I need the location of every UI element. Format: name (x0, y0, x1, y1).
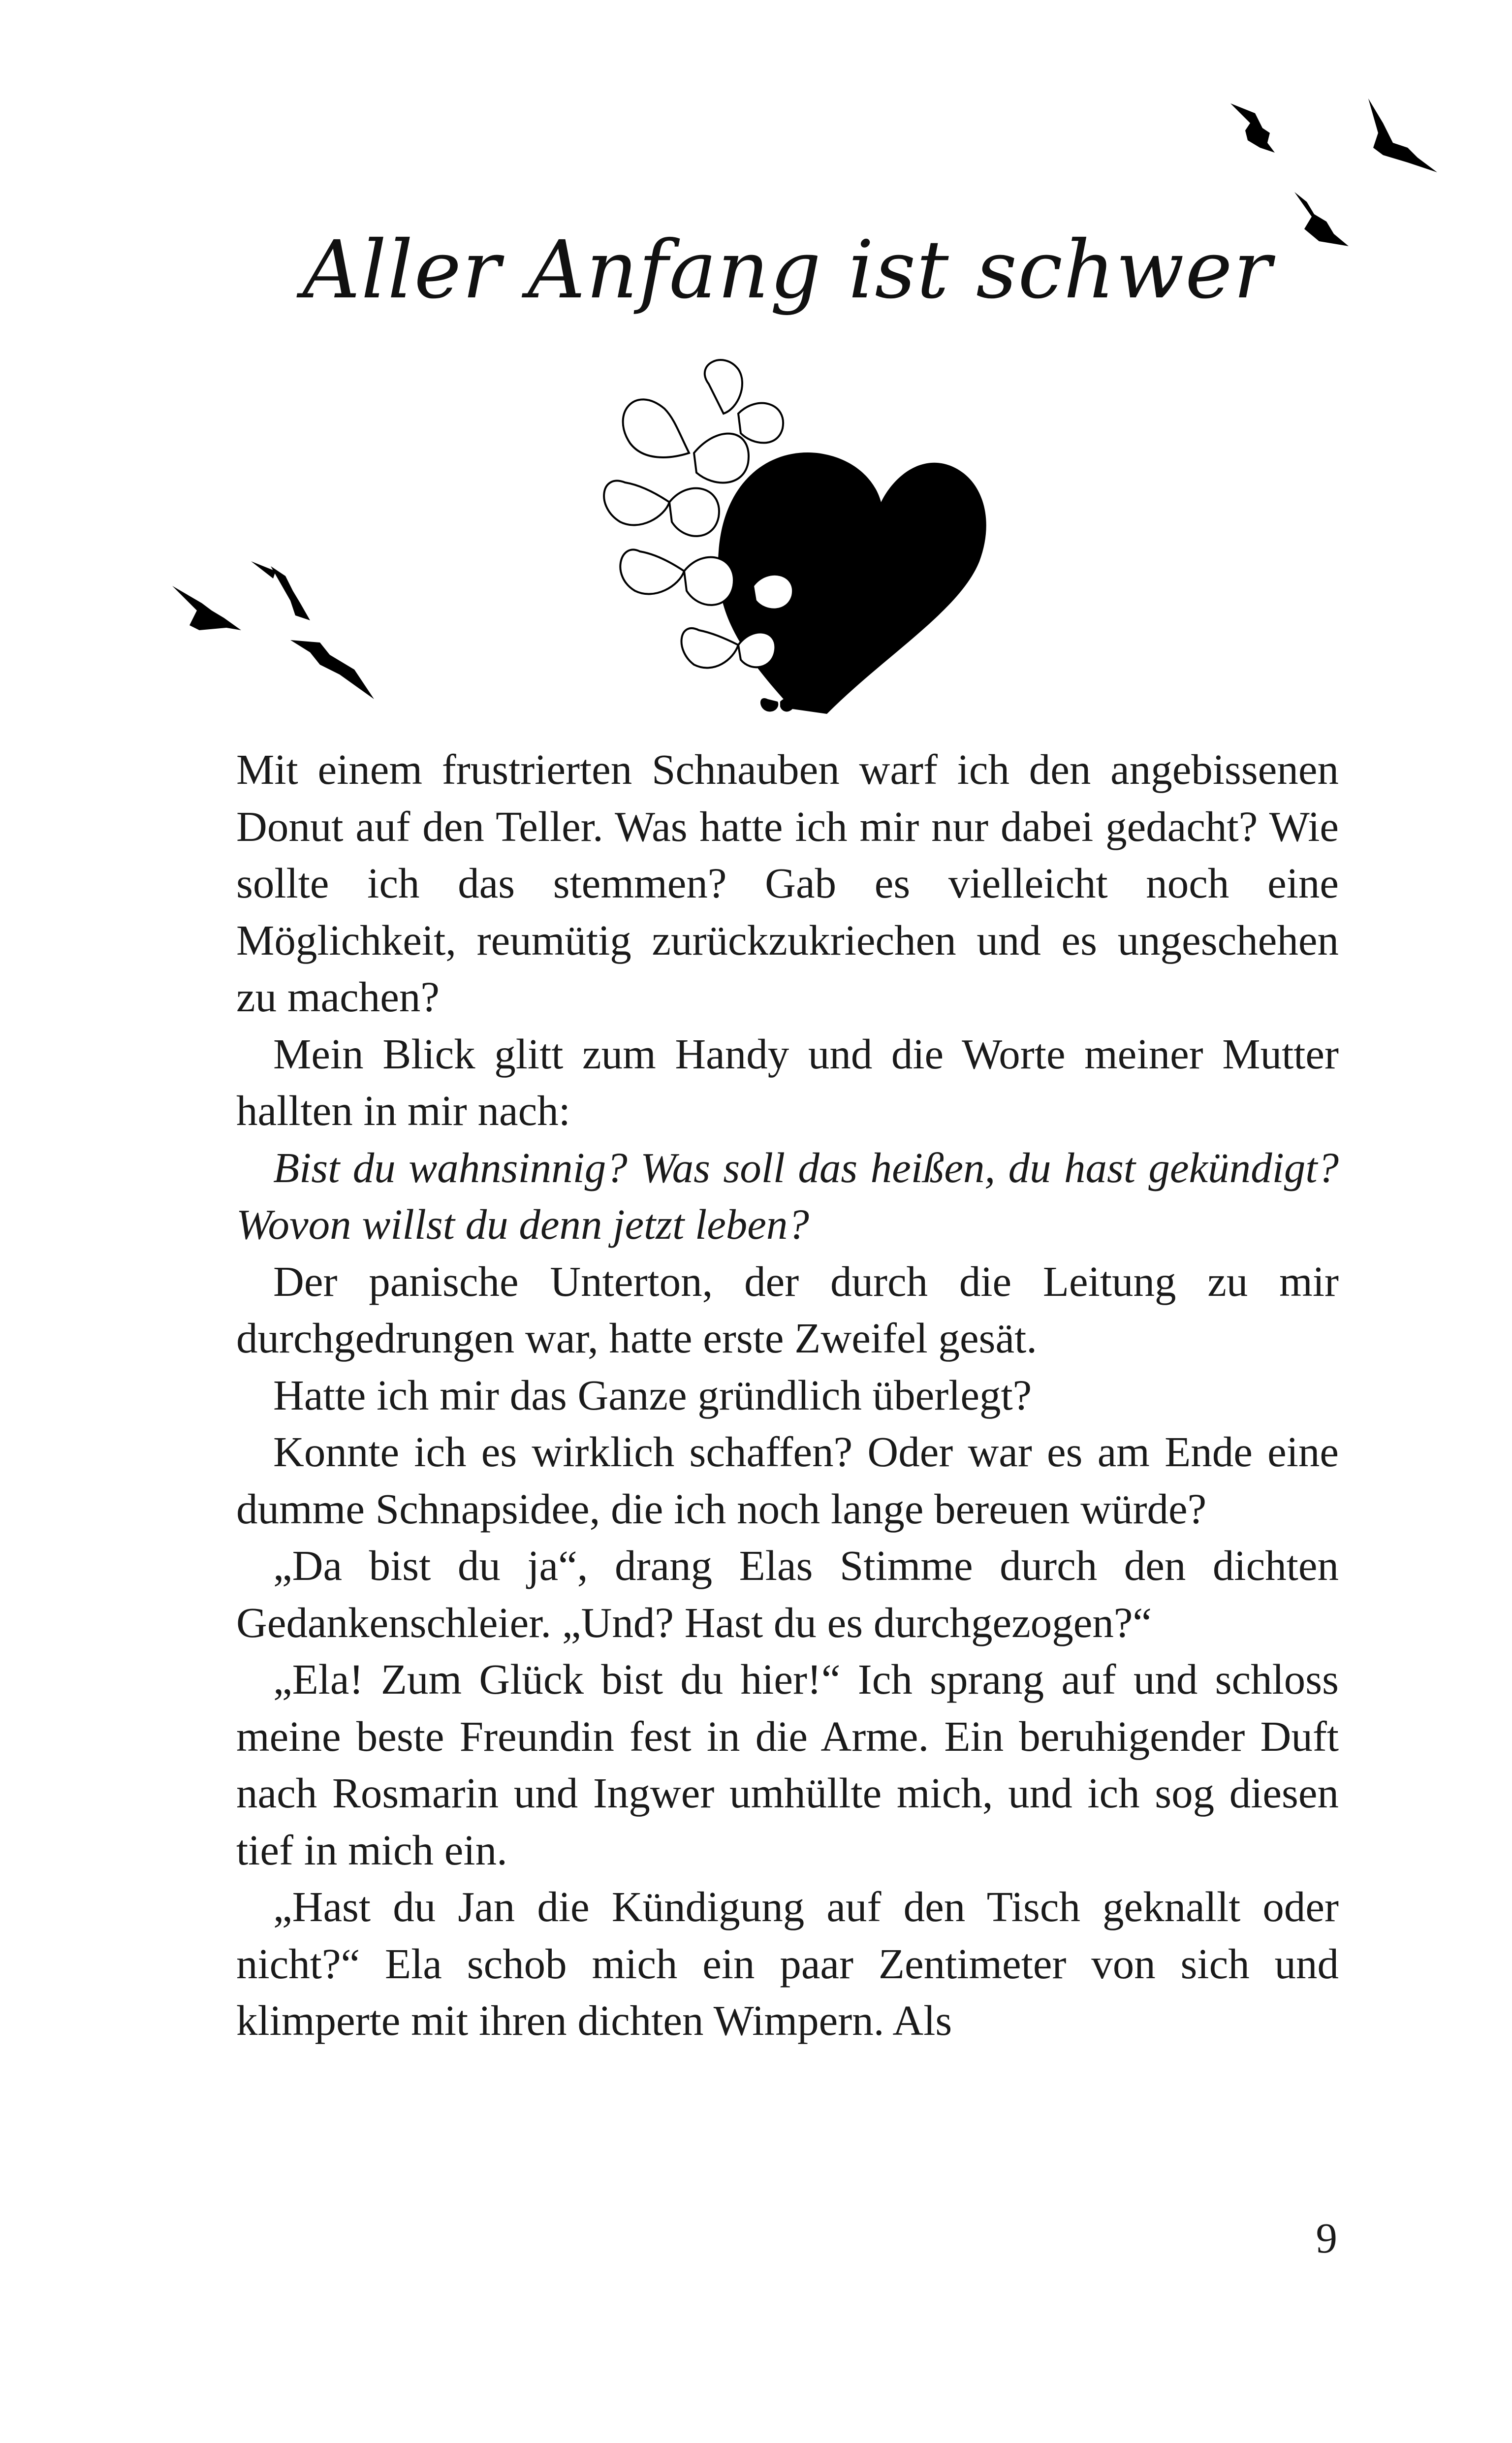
paragraph: „Ela! Zum Glück bist du hier!“ Ich sprang auf und schloss meine beste Freundin fest in die Arme. Ein beruhigender Duft nach Rosmarin und Ingwer umhüllte mich, und ich sog diesen tief in mich ein. (236, 1655, 1339, 1874)
paragraph: „Hast du Jan die Kündigung auf den Tisch geknallt oder nicht?“ Ela schob mich ein paar Zentimeter von sich und klimperte mit ihren dichten Wimpern. Als (236, 1883, 1339, 2044)
paragraph: Konnte ich es wirklich schaffen? Oder war es am Ende eine dumme Schnapsidee, die ich noch lange bereuen würde? (236, 1428, 1339, 1533)
paragraph: Mit einem frustrierten Schnauben warf ich den angebissenen Donut auf den Teller. Was hatte ich mir nur dabei gedacht? Wie sollte ich das stemmen? Gab es vielleicht noch eine Möglichkeit, reumütig zurückzukriechen und es ungeschehen zu machen? (236, 745, 1339, 1021)
italic-quote-paragraph: Bist du wahnsinnig? Was soll das heißen, du hast gekündigt? Wovon willst du denn jetzt leben? (236, 1143, 1339, 1248)
flying-birds-icon (167, 556, 399, 704)
chapter-body (236, 741, 1339, 2049)
paragraph: Der panische Unterton, der durch die Leitung zu mir durchgedrungen war, hatte erste Zweifel gesät. (236, 1257, 1339, 1362)
paragraph: Mein Blick glitt zum Handy und die Worte meiner Mutter hallten in mir nach: (236, 1029, 1339, 1134)
chapter-title: Aller Anfang ist schwer (302, 224, 1273, 317)
page-number: 9 (1316, 2214, 1337, 2262)
paragraph: „Da bist du ja“, drang Elas Stimme durch den dichten Gedankenschleier. „Und? Hast du es durchgezogen?“ (236, 1542, 1339, 1646)
paragraph: Hatte ich mir das Ganze gründlich überlegt? (273, 1371, 1032, 1419)
heart-with-butterflies-icon (591, 354, 994, 719)
